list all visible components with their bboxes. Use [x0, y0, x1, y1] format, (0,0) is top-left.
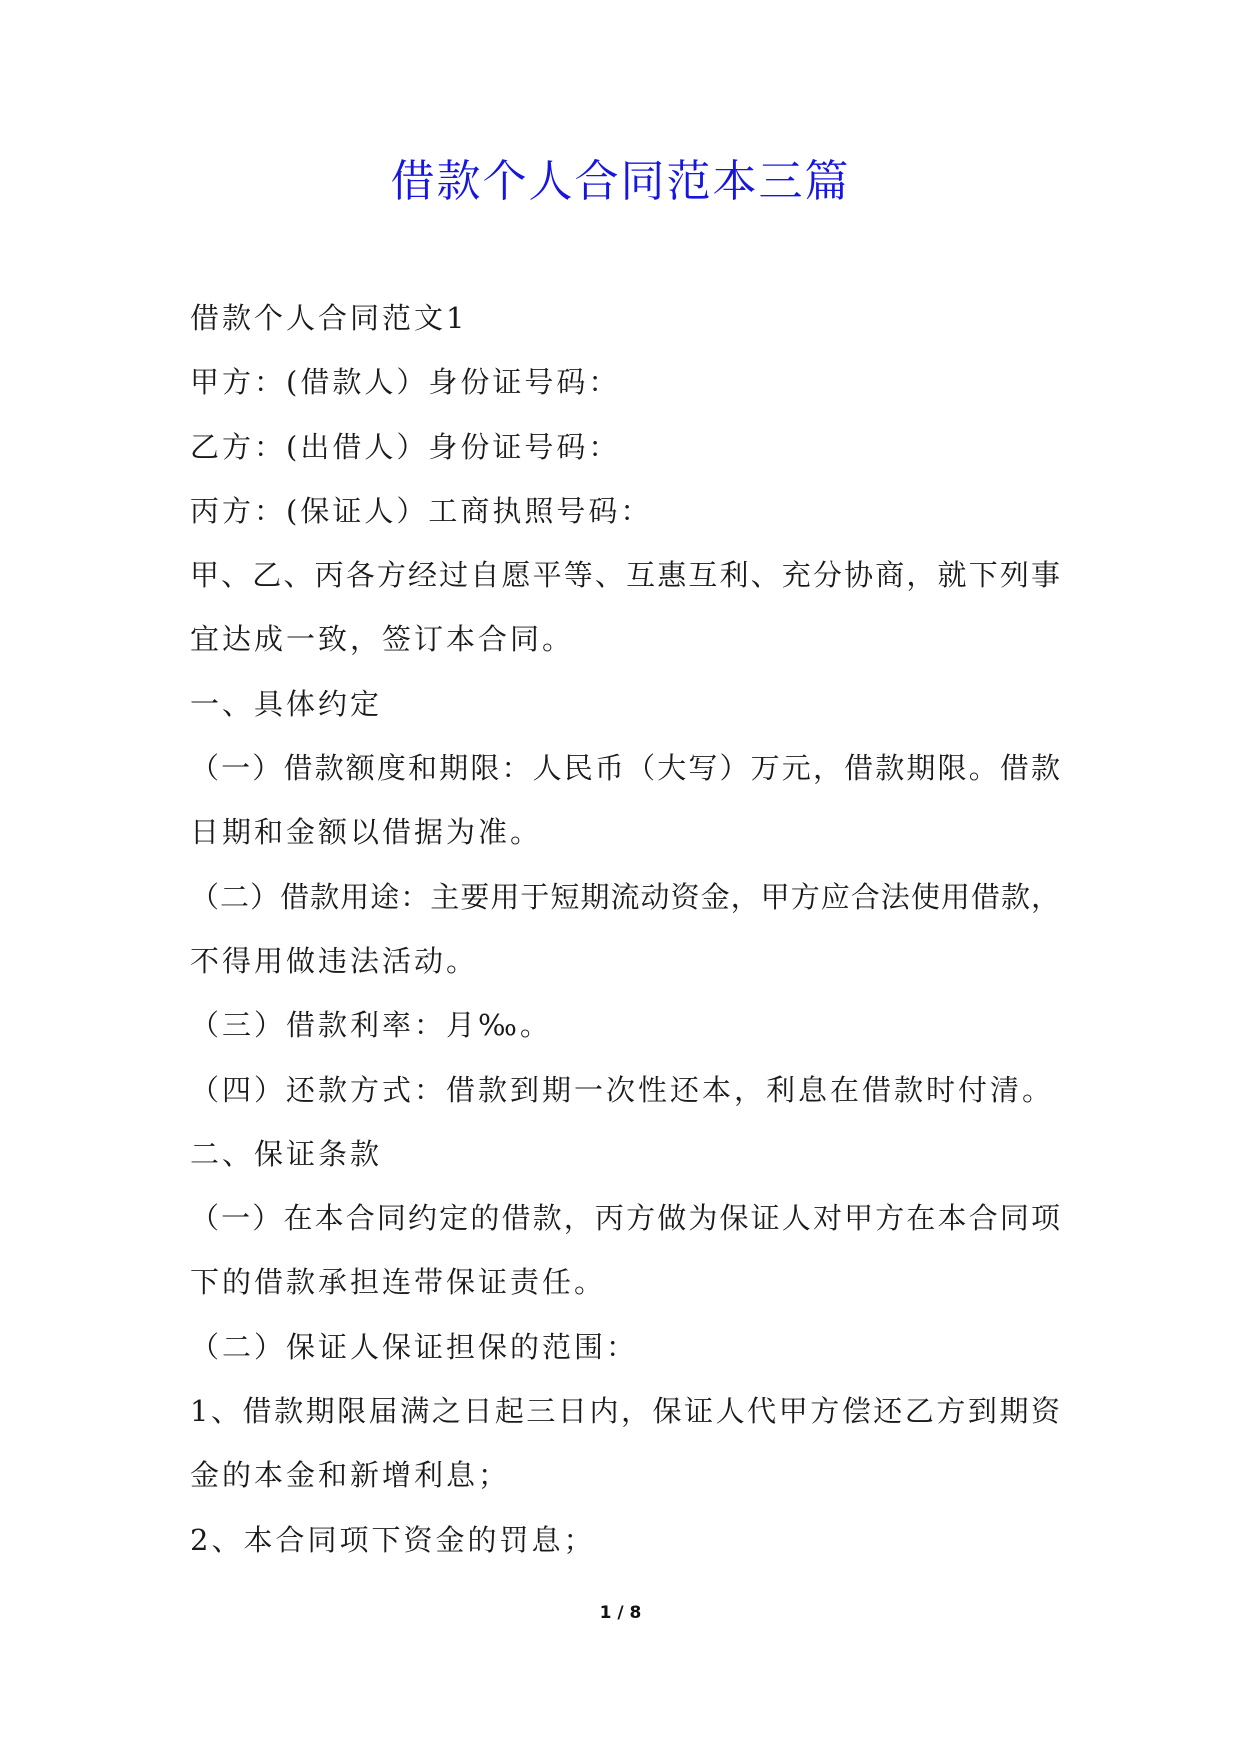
paragraph-line: （二）保证人保证担保的范围：	[190, 1329, 639, 1364]
clause-heading: 一、具体约定	[190, 686, 383, 721]
paragraph-line: （一）在本合同约定的借款，丙方做为保证人对甲方在本合同项	[190, 1201, 1060, 1236]
page-number: 1 / 8	[599, 1603, 642, 1623]
paragraph-line: 2、本合同项下资金的罚息；	[190, 1522, 596, 1557]
document-title: 借款个人合同范本三篇	[390, 156, 851, 207]
paragraph-line: 宜达成一致，签订本合同。	[190, 622, 575, 657]
party-c-line: 丙方：(保证人）工商执照号码：	[190, 493, 653, 528]
party-a-line: 甲方：(借款人）身份证号码：	[190, 365, 621, 400]
paragraph-line: （一）借款额度和期限：人民币（大写）万元，借款期限。借款	[190, 751, 1060, 786]
paragraph-line: （二）借款用途：主要用于短期流动资金，甲方应合法使用借款，	[190, 879, 1060, 914]
party-b-line: 乙方：(出借人）身份证号码：	[190, 429, 621, 464]
paragraph-line: （三）借款利率：月‰。	[190, 1008, 552, 1043]
paragraph-line: 不得用做违法活动。	[190, 943, 479, 978]
paragraph-line: 日期和金额以借据为准。	[190, 815, 543, 850]
paragraph-line: 金的本金和新增利息；	[190, 1458, 511, 1493]
document-body	[190, 286, 1060, 1572]
paragraph-line: 1、借款期限届满之日起三日内，保证人代甲方偿还乙方到期资	[190, 1394, 1060, 1429]
paragraph-line: 下的借款承担连带保证责任。	[190, 1265, 607, 1300]
paragraph-line: 甲、乙、丙各方经过自愿平等、互惠互利、充分协商，就下列事	[190, 558, 1060, 593]
paragraph-line: （四）还款方式：借款到期一次性还本，利息在借款时付清。	[190, 1072, 1055, 1107]
section-heading: 借款个人合同范文1	[190, 301, 468, 335]
clause-heading: 二、保证条款	[190, 1136, 383, 1171]
